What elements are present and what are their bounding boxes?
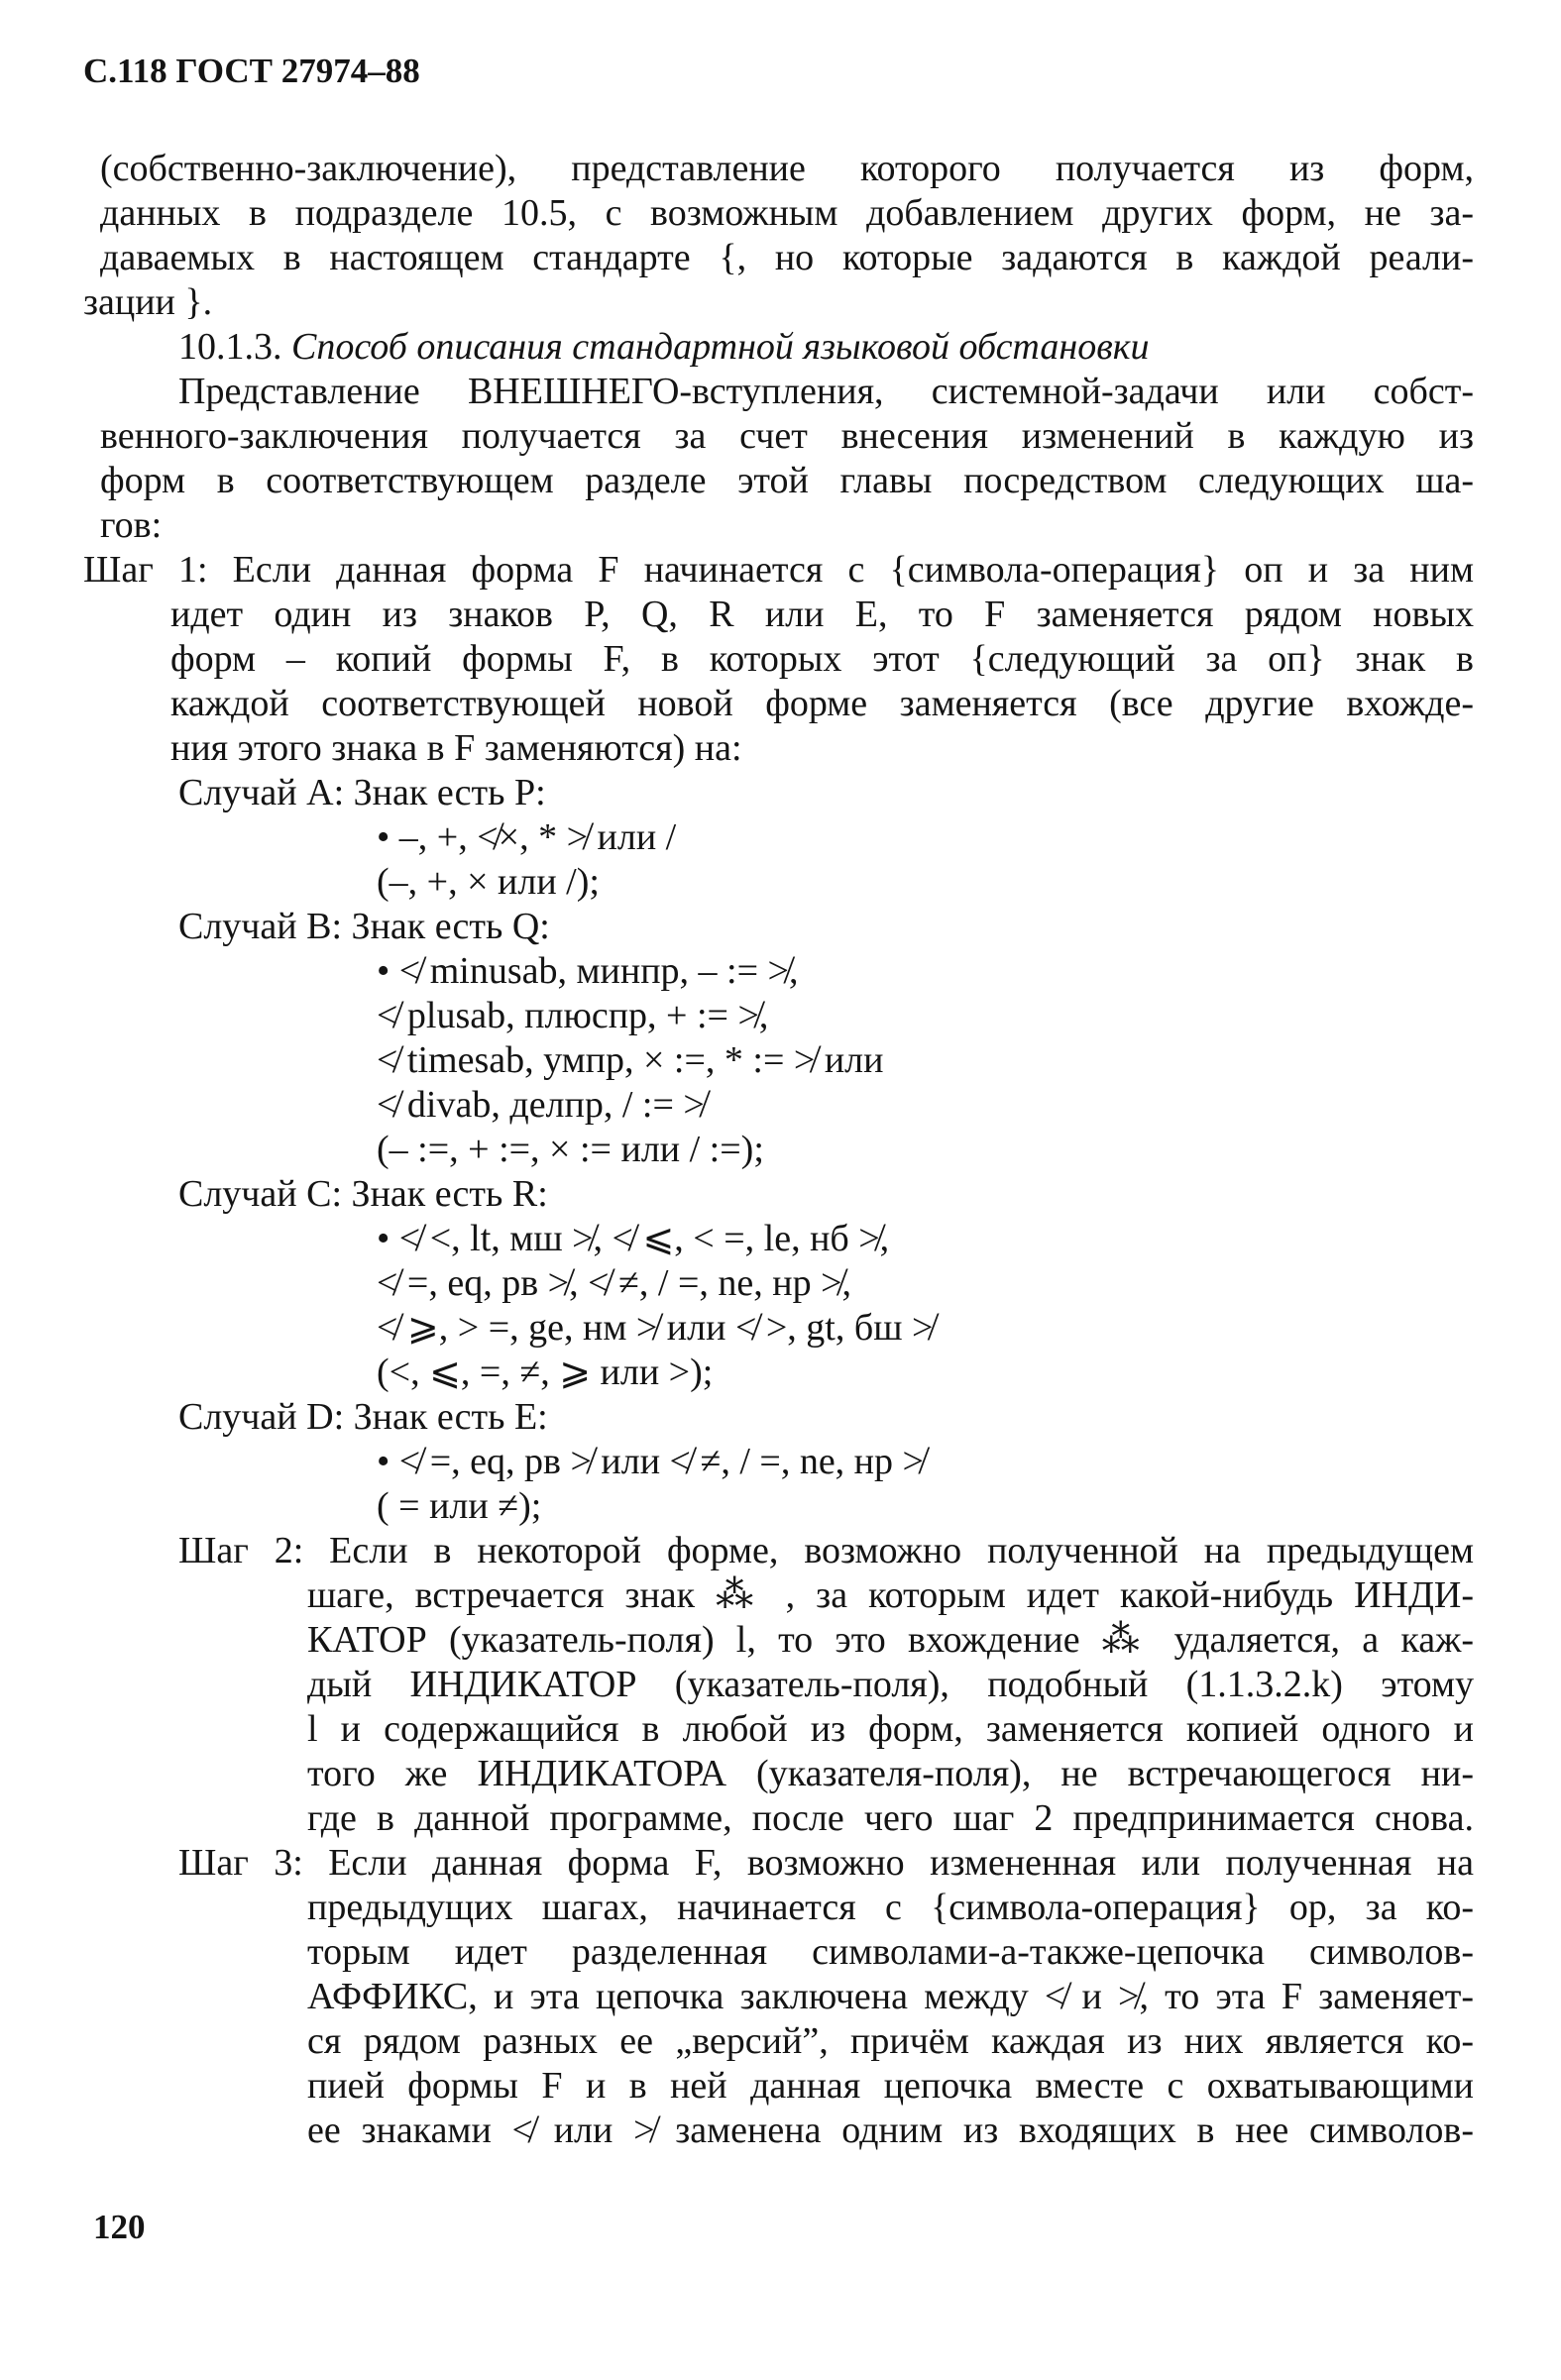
formula-line: ≮ plusab, плюспр, + := ≯, xyxy=(377,995,769,1036)
formula-line: ( = или ≠); xyxy=(377,1485,542,1527)
text-line: ния этого знака в F заменяются) на: xyxy=(170,727,742,769)
formula-line: (– :=, + :=, × := или / :=); xyxy=(377,1129,764,1170)
text-line: шаге, встречается знак ⁂ , за которым идет какой-нибудь ИНДИ- xyxy=(307,1574,1474,1616)
text-line: гов: xyxy=(100,504,163,546)
text-line: (собственно-заключение), представление которого получается из форм, xyxy=(100,148,1474,189)
text-line: пией формы F и в ней данная цепочка вместе с охватывающими xyxy=(307,2065,1474,2107)
formula-line: • –, +, ≮×, * ≯ или / xyxy=(377,816,677,858)
formula-line: • ≮ <, lt, мш ≯, ≮ ⩽, < =, le, нб ≯, xyxy=(377,1218,890,1259)
text-line: АФФИКС, и эта цепочка заключена между ≮ и ≯, то эта F заменяет- xyxy=(307,1976,1474,2017)
text-line: предыдущих шагах, начинается с {символа-операция} ор, за ко- xyxy=(307,1887,1474,1928)
text-line: форм – копий формы F, в которых этот {следующий за оп} знак в xyxy=(170,638,1474,680)
step-2-line: Шаг 2: Если в некоторой форме, возможно полученной на предыдущем xyxy=(178,1530,1474,1571)
running-header: С.118 ГОСТ 27974–88 xyxy=(83,52,420,90)
text-line: l и содержащийся в любой из форм, заменяется копией одного и xyxy=(307,1708,1474,1750)
formula-line: ≮ =, eq, рв ≯, ≮ ≠, / =, ne, нр ≯, xyxy=(377,1262,852,1304)
text-line: зации }. xyxy=(83,281,213,323)
heading-number: 10.1.3. xyxy=(178,326,282,368)
text-line: идет один из знаков P, Q, R или E, то F заменяется рядом новых xyxy=(170,594,1474,635)
text-line: дый ИНДИКАТОР (указатель-поля), подобный (1.1.3.2.k) этому xyxy=(307,1664,1474,1705)
step-1-line: Шаг 1: Если данная форма F начинается с {символа-операция} оп и за ним xyxy=(83,549,1474,591)
text-line: даваемых в настоящем стандарте {, но которые задаются в каждой реали- xyxy=(100,237,1474,278)
text-line: торым идет разделенная символами-а-также-цепочка символов- xyxy=(307,1931,1474,1973)
text-line: форм в соответствующем разделе этой главы посредством следующих ша- xyxy=(100,460,1474,501)
text-line: каждой соответствующей новой форме заменяется (все другие вхожде- xyxy=(170,683,1474,724)
step-3-line: Шаг 3: Если данная форма F, возможно измененная или полученная на xyxy=(178,1842,1474,1884)
text-line: данных в подразделе 10.5, с возможным добавлением других форм, не за- xyxy=(100,192,1474,234)
text-line: ее знаками ≮ или ≯ заменена одним из входящих в нее символов- xyxy=(307,2110,1474,2151)
formula-line: ≮ ⩾, > =, ge, нм ≯ или ≮ >, gt, бш ≯ xyxy=(377,1307,934,1349)
text-line: Представление ВНЕШНЕГО-вступления, системной-задачи или собст- xyxy=(178,371,1474,412)
text-line: КАТОР (указатель-поля) l, то это вхождение ⁂ удаляется, а каж- xyxy=(307,1619,1474,1661)
formula-line: (<, ⩽, =, ≠, ⩾ или >); xyxy=(377,1352,714,1393)
formula-line: ≮ divab, делпр, / := ≯ xyxy=(377,1084,705,1126)
text-line: где в данной программе, после чего шаг 2 предпринимается снова. xyxy=(307,1797,1474,1839)
case-c-label: Случай C: Знак есть R: xyxy=(178,1173,548,1215)
text-line: того же ИНДИКАТОРА (указателя-поля), не встречающегося ни- xyxy=(307,1753,1474,1794)
text-line: венного-заключения получается за счет внесения изменений в каждую из xyxy=(100,415,1474,457)
text-line: ся рядом разных ее „версий”, причём каждая из них является ко- xyxy=(307,2020,1474,2062)
heading-title: Способ описания стандартной языковой обстановки xyxy=(291,326,1150,368)
page-number: 120 xyxy=(93,2208,146,2246)
formula-line: ≮ timesab, умпр, × :=, * := ≯ или xyxy=(377,1039,884,1081)
case-b-label: Случай B: Знак есть Q: xyxy=(178,906,550,947)
case-d-label: Случай D: Знак есть E: xyxy=(178,1396,548,1438)
case-a-label: Случай A: Знак есть P: xyxy=(178,772,546,813)
formula-line: • ≮ =, eq, рв ≯ или ≮ ≠, / =, ne, нр ≯ xyxy=(377,1441,924,1482)
section-heading xyxy=(178,325,1149,369)
formula-line: (–, +, × или /); xyxy=(377,861,600,903)
formula-line: • ≮ minusab, минпр, – := ≯, xyxy=(377,950,799,992)
